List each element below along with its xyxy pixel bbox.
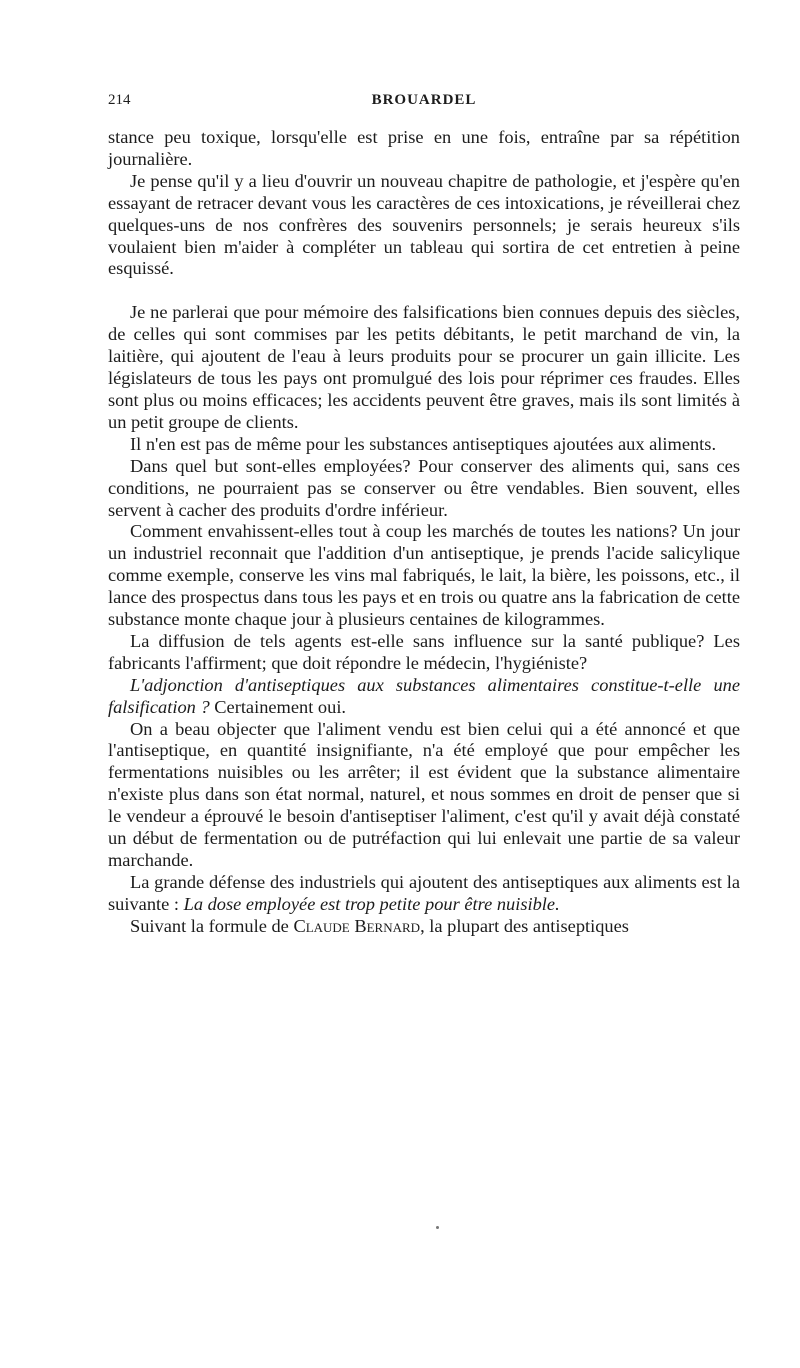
paragraph-9: On a beau objecter que l'aliment vendu est bien celui qui a été annoncé et que l'antiseptique, en quantité insignifiante, n'a été employé que pour empêcher les fermentations nuisibles ou les arrêter; il est évident que la substance alimentaire n'existe plus dans son état normal, naturel, et nous sommes en droit de penser que si le vendeur a éprouvé le besoin d'antiseptiser l'aliment, c'est qu'il y avait déjà constaté un début de fermentation ou de putréfaction qui lui enlevait une partie de sa valeur marchande. [108,718,740,870]
author-name: Claude Bernard [293,915,421,936]
italic-quote: La dose employée est trop petite pour être nuisible. [183,893,560,914]
paragraph-11-text: Suivant la formule de [130,915,294,936]
answer-text: Certainement oui. [209,696,347,717]
paragraph-3: Je ne parlerai que pour mémoire des falsifications bien connues depuis des siècles, de celles qui sont commises par les petits débitants, le petit marchand de vin, la laitière, qui ajoutent de l'eau à leurs produits pour se procurer un gain illicite. Les législateurs de tous les pays ont promulgué des lois pour réprimer ces fraudes. Elles sont plus ou moins efficaces; les accidents peuvent être graves, mais ils sont limités à un petit groupe de clients. [108,302,740,432]
paragraph-1: stance peu toxique, lorsqu'elle est prise en une fois, entraîne par sa répétition journalière. [108,127,740,169]
paragraph-11-end: , la plupart des antiseptiques [420,915,629,936]
paragraph-11 [108,916,740,938]
page-number: 214 [108,92,131,108]
paragraph-5: Dans quel but sont-elles employées? Pour conserver des aliments qui, sans ces conditions, ne pourraient pas se conserver ou être vendables. Bien souvent, elles servent à cacher des produits d'ordre inférieur. [108,455,740,520]
paragraph-6: Comment envahissent-elles tout à coup les marchés de toutes les nations? Un jour un industriel reconnait que l'addition d'un antiseptique, je prends l'acide salicylique comme exemple, conserve les vins mal fabriqués, le lait, la bière, les poissons, etc., il lance des prospectus dans tous les pays et en trois ou quatre ans la fabrication de cette substance monte chaque jour à plusieurs centaines de kilogrammes. [108,521,740,630]
paragraph-4: Il n'en est pas de même pour les substances antiseptiques ajoutées aux aliments. [130,433,717,454]
body-text [108,127,740,938]
italic-question: L'adjonction d'antiseptiques aux substances alimentaires constitue-t-elle une falsification ? [108,674,740,717]
paragraph-7: La diffusion de tels agents est-elle sans influence sur la santé publique? Les fabricants l'affirment; que doit répondre le médecin, l'hygiéniste? [108,630,740,673]
paragraph-10 [108,872,740,916]
paragraph-8 [108,675,740,719]
running-title: BROUARDEL [371,92,477,108]
page-header [108,92,740,114]
print-speck [436,1226,439,1229]
paragraph-2: Je pense qu'il y a lieu d'ouvrir un nouveau chapitre de pathologie, et j'espère qu'en essayant de retracer devant vous les caractères de ces intoxications, je réveillerai chez quelques-uns de nos confrères des souvenirs personnels; je serais heureux s'ils voulaient bien m'aider à compléter un tableau qui sortira de cet entretien à peine esquissé. [108,170,740,279]
paragraph-10-text: La grande défense des industriels qui ajoutent des antiseptiques aux aliments est la suivante : [108,871,740,914]
